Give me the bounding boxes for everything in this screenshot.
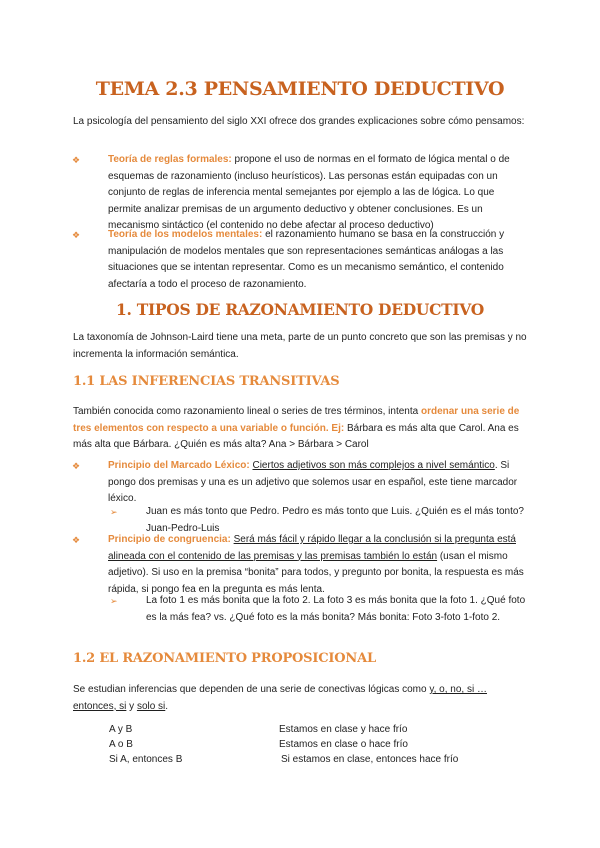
table-meaning: Si estamos en clase, entonces hace frío bbox=[281, 754, 459, 765]
table-formula: A o B bbox=[109, 739, 133, 750]
diamond-bullet-icon: ❖ bbox=[72, 230, 81, 240]
underlined-text: Ciertos adjetivos son más complejos a nivel semántico bbox=[252, 460, 495, 471]
principle-label: Principio del Marcado Léxico: bbox=[108, 460, 250, 471]
underlined-text: solo si bbox=[136, 700, 166, 712]
principle-label: Principio de congruencia: bbox=[108, 534, 231, 545]
example-text: La foto 1 es más bonita que la foto 2. La foto 3 es más bonita que la foto 1. ¿Qué foto es la más fea? vs. ¿Qué foto es la más bonita? Más bonita: Foto 3-foto 1-foto 2. bbox=[146, 595, 526, 623]
arrowhead-bullet-icon: ➢ bbox=[110, 596, 118, 606]
section-heading: 1. TIPOS DE RAZONAMIENTO DEDUCTIVO bbox=[116, 300, 484, 319]
theory-label: Teoría de los modelos mentales: bbox=[108, 229, 263, 240]
table-formula: A y B bbox=[109, 724, 133, 735]
underlined-text: Será más fácil y rápido llegar a la conclusión si la pregunta está alineada con el contenido de las premisas y las premisas también lo están bbox=[108, 534, 516, 562]
highlight-text: ordenar una serie de tres elementos con respecto a una variable o función. Ej: bbox=[73, 406, 520, 434]
theory-text: el razonamiento humano se basa en la construcción y manipulación de modelos mentales que son representaciones semánticas análogas a las situaciones que se intentan representar. Como es un mecanismo semántico, el contenido afectaría a todo el proceso de razonamiento. bbox=[108, 229, 505, 290]
example-item bbox=[110, 593, 528, 626]
theory-item bbox=[72, 227, 528, 293]
underlined-text: y, o, no, si … entonces, si bbox=[73, 684, 487, 712]
diamond-bullet-icon: ❖ bbox=[72, 461, 81, 471]
subsection-paragraph: También conocida como razonamiento lineal o series de tres términos, intenta ordenar una serie de tres elementos con respecto a una variable o función. Ej: Bárbara es más alta que Carol. Ana es más alta que Bárbara. ¿Quién es más alta? Ana > Bárbara > Carol bbox=[73, 406, 520, 450]
section-paragraph: La taxonomía de Johnson-Laird tiene una meta, parte de un punto concreto que son las premisas y no incrementa la información semántica. bbox=[73, 332, 527, 360]
subsection-heading: 1.2 EL RAZONAMIENTO PROPOSICIONAL bbox=[73, 651, 376, 666]
example-text: Juan es más tonto que Pedro. Pedro es más tonto que Luis. ¿Quién es el más tonto? Juan-Pedro-Luis bbox=[146, 506, 524, 534]
theory-text: propone el uso de normas en el formato de lógica mental o de esquemas de razonamiento (incluso heurísticos). Las personas están equipadas con un conjunto de reglas de inferencia mental semejantes por ejemplo a las de lógica. Lo que permite analizar premisas de un argumento deductivo y obtener conclusiones. Es un mecanismo sintáctico (el contenido no debe afectar al proceso deductivo) bbox=[108, 154, 510, 231]
diamond-bullet-icon: ❖ bbox=[72, 155, 81, 165]
principle-item: ❖ Principio del Marcado Léxico: Ciertos adjetivos son más complejos a nivel semántico. Si pongo dos premisas y una es un adjetivo que solemos usar en español, este tiene marcador léxico. bbox=[72, 460, 518, 504]
theory-label: Teoría de reglas formales: bbox=[108, 154, 232, 165]
theory-item bbox=[72, 152, 528, 235]
arrowhead-bullet-icon: ➢ bbox=[110, 507, 118, 517]
table-meaning: Estamos en clase y hace frío bbox=[279, 724, 408, 735]
subsection-paragraph: Se estudian inferencias que dependen de una serie de conectivas lógicas como y, o, no, si … entonces, si y solo si. bbox=[73, 684, 487, 712]
diamond-bullet-icon: ❖ bbox=[72, 535, 81, 545]
table-formula: Si A, entonces B bbox=[109, 754, 183, 765]
page-title: TEMA 2.3 PENSAMIENTO DEDUCTIVO bbox=[95, 78, 505, 100]
intro-paragraph: La psicología del pensamiento del siglo XXI ofrece dos grandes explicaciones sobre cómo pensamos: bbox=[73, 116, 525, 127]
principle-item: ❖ Principio de congruencia: Será más fácil y rápido llegar a la conclusión si la pregunta está alineada con el contenido de las premisas y las premisas también lo están (usan el mismo adjetivo). Si uso en la premisa “bonita” para todos, y pregunto por bonita, la respuesta es más rápida, si pongo fea en la pregunta es más lenta. bbox=[72, 534, 524, 595]
subsection-heading: 1.1 LAS INFERENCIAS TRANSITIVAS bbox=[73, 374, 340, 389]
table-meaning: Estamos en clase o hace frío bbox=[279, 739, 408, 750]
